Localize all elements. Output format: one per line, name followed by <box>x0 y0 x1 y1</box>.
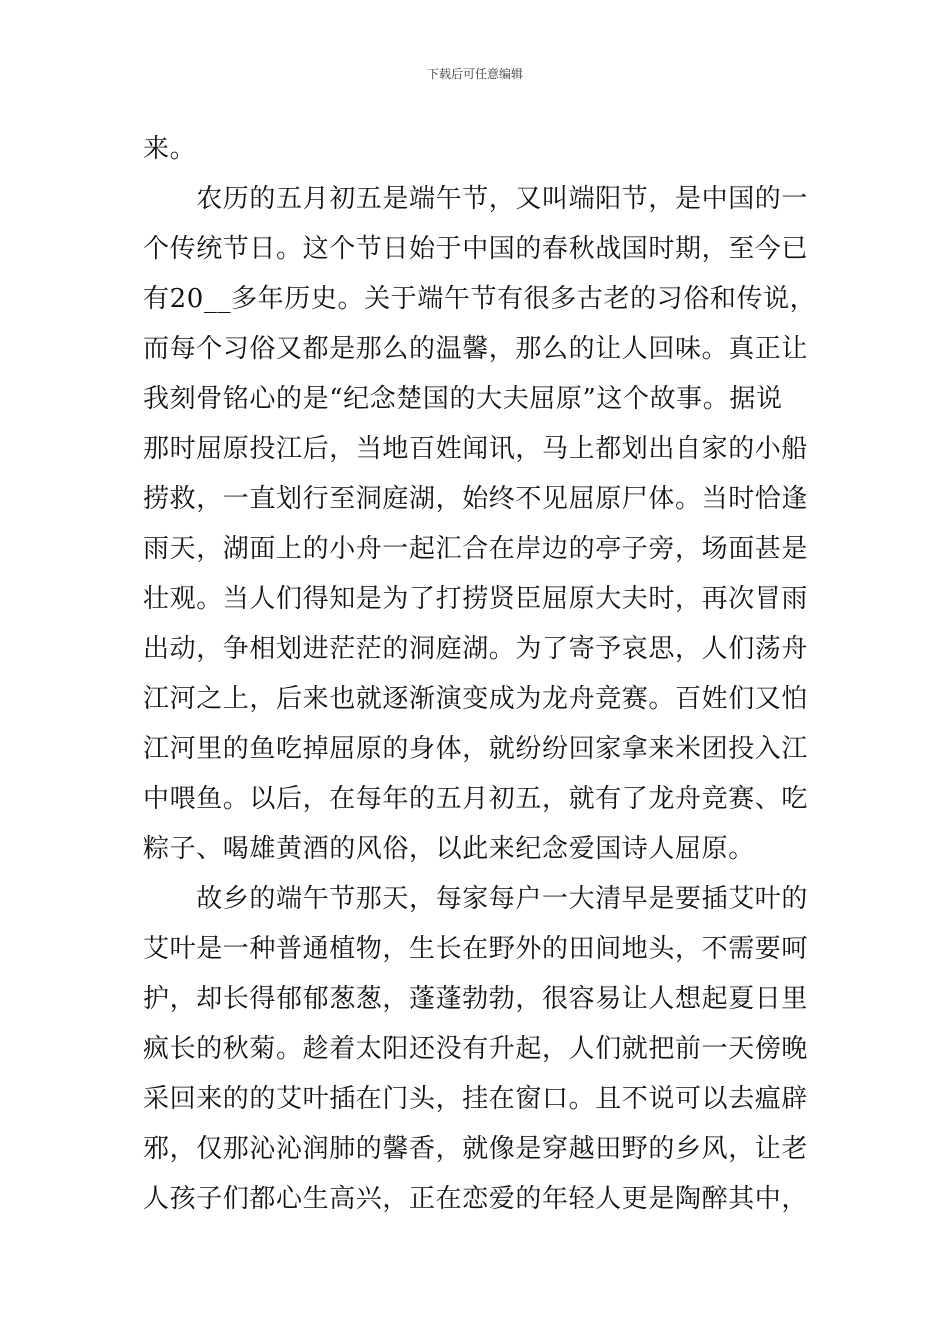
text-line: 江河之上，后来也就逐渐演变成为龙舟竞赛。百姓们又怕 <box>143 684 809 714</box>
text-line: 护，却长得郁郁葱葱，蓬蓬勃勃，很容易让人想起夏日里 <box>143 984 809 1014</box>
text-line: 而每个习俗又都是那么的温馨，那么的让人回味。真正让 <box>143 334 809 364</box>
text-line: 捞救，一直划行至洞庭湖，始终不见屈原尸体。当时恰逢 <box>143 484 809 514</box>
text-line: 个传统节日。这个节日始于中国的春秋战国时期，至今已 <box>143 234 809 264</box>
text-line: 农历的五月初五是端午节，又叫端阳节，是中国的一 <box>143 184 809 214</box>
page-header: 下载后可任意编辑 <box>426 67 523 81</box>
text-line: 我刻骨铭心的是“纪念楚国的大夫屈原”这个故事。据说 <box>143 384 783 414</box>
text-line: 故乡的端午节那天，每家每户一大清早是要插艾叶的 <box>143 884 809 914</box>
text-line: 来。 <box>143 134 197 164</box>
text-line: 出动，争相划进茫茫的洞庭湖。为了寄予哀思，人们荡舟 <box>143 634 809 664</box>
text-line: 采回来的的艾叶插在门头，挂在窗口。且不说可以去瘟辟 <box>143 1084 809 1114</box>
text-line: 中喂鱼。以后，在每年的五月初五，就有了龙舟竞赛、吃 <box>143 784 809 814</box>
text-line: 江河里的鱼吃掉屈原的身体，就纷纷回家拿来米团投入江 <box>143 734 809 764</box>
text-line: 雨天，湖面上的小舟一起汇合在岸边的亭子旁，场面甚是 <box>143 534 809 564</box>
text-line: 疯长的秋菊。趁着太阳还没有升起，人们就把前一天傍晚 <box>143 1034 809 1064</box>
text-line: 壮观。当人们得知是为了打捞贤臣屈原大夫时，再次冒雨 <box>143 584 809 614</box>
text-line: 那时屈原投江后，当地百姓闻讯，马上都划出自家的小船 <box>143 434 809 464</box>
text-line: 人孩子们都心生高兴，正在恋爱的年轻人更是陶醉其中， <box>143 1184 809 1214</box>
document-body <box>143 124 817 1224</box>
text-line: 艾叶是一种普通植物，生长在野外的田间地头，不需要呵 <box>143 934 809 964</box>
text-line: 粽子、喝雄黄酒的风俗，以此来纪念爱国诗人屈原。 <box>143 834 755 864</box>
text-line: 有20__多年历史。关于端午节有很多古老的习俗和传说， <box>143 284 817 314</box>
text-line: 邪，仅那沁沁润肺的馨香，就像是穿越田野的乡风，让老 <box>143 1134 809 1164</box>
